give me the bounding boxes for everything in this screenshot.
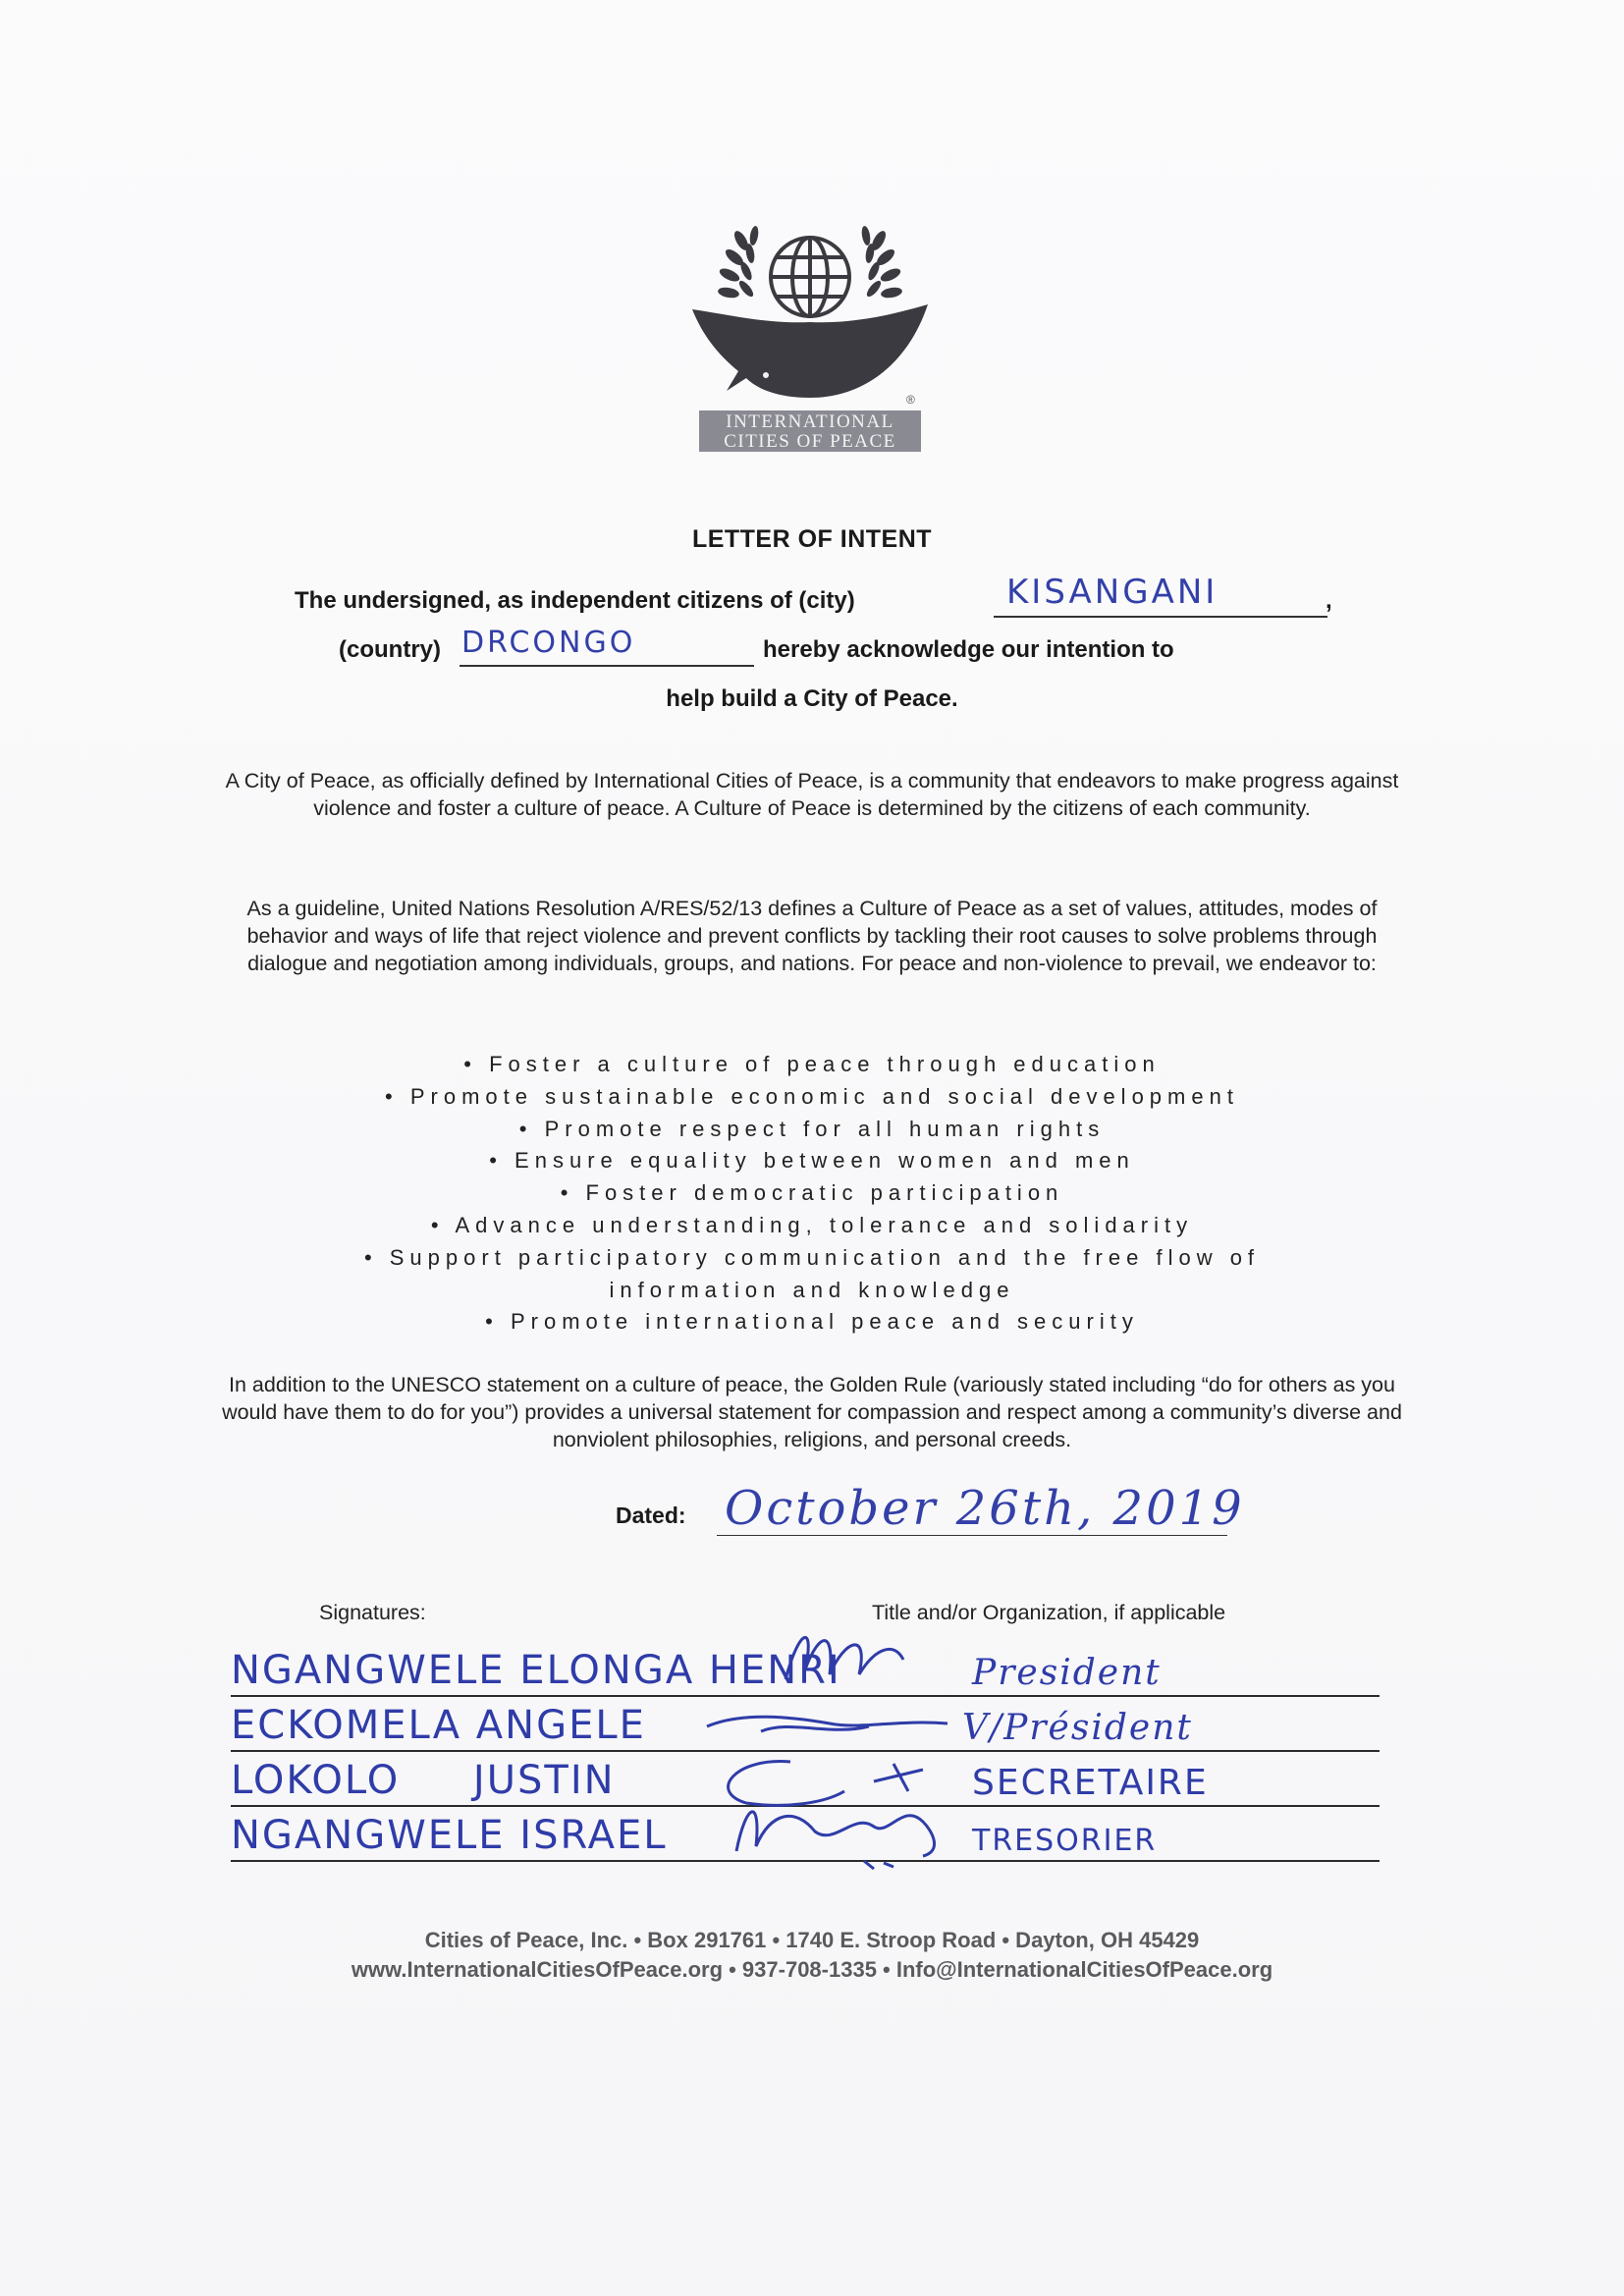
city-field: KISANGANI	[1006, 573, 1218, 612]
signature-row-4	[231, 1807, 1380, 1862]
country-label: (country)	[339, 636, 441, 663]
country-underline	[460, 665, 754, 667]
dated-value: October 26th, 2019	[725, 1481, 1245, 1536]
handwritten-signature-1	[776, 1620, 913, 1699]
intro-line2: hereby acknowledge our intention to	[763, 636, 1174, 663]
paragraph-definition: A City of Peace, as officially defined by International Cities of Peace, is a community that endeavors to make progress against violence and foster a culture of peace. A Culture of Peace is determined by the citizens of each community.	[225, 769, 1399, 820]
bullet-list	[245, 1049, 1379, 1339]
signature-name: NGANGWELE ISRAEL	[231, 1813, 668, 1858]
list-item: • Promote sustainable economic and social development	[385, 1083, 1239, 1109]
country-field: DRCONGO	[461, 626, 636, 660]
registered-mark: ®	[906, 393, 915, 407]
paragraph-golden-rule: In addition to the UNESCO statement on a culture of peace, the Golden Rule (variously stated including “do for others as you would have them to do for you”) provides a universal statement for compassion and respect among a community’s diverse and nonviolent philosophies, religions, and personal creeds.	[222, 1373, 1402, 1451]
list-item: • Promote respect for all human rights	[518, 1116, 1106, 1141]
intro-comma: ,	[1326, 587, 1332, 614]
city-underline	[994, 616, 1327, 618]
dated-label: Dated:	[616, 1503, 686, 1528]
list-item: • Promote international peace and security	[485, 1309, 1139, 1335]
signature-name: ECKOMELA ANGELE	[231, 1703, 646, 1748]
signature-row-1	[231, 1642, 1380, 1697]
signature-name: LOKOLO JUSTIN	[231, 1758, 616, 1803]
signature-title: President	[972, 1653, 1162, 1693]
intro-line3: help build a City of Peace.	[666, 685, 958, 712]
handwritten-signature-2	[702, 1702, 957, 1746]
footer-contact: www.InternationalCitiesOfPeace.org • 937-708-1335 • Info@InternationalCitiesOfPeace.org	[351, 1957, 1273, 1982]
logo-wordmark: INTERNATIONAL CITIES OF PEACE	[699, 410, 921, 452]
title-header: Title and/or Organization, if applicable	[872, 1601, 1226, 1624]
list-item: • Ensure equality between women and men	[489, 1148, 1135, 1174]
list-item: • Foster a culture of peace through education	[463, 1052, 1161, 1076]
list-item: information and knowledge	[609, 1277, 1015, 1302]
signature-row-2	[231, 1697, 1380, 1752]
page-title: LETTER OF INTENT	[691, 525, 933, 553]
footer-address: Cities of Peace, Inc. • Box 291761 • 1740 E. Stroop Road • Dayton, OH 45429	[424, 1928, 1200, 1952]
paragraph-guideline: As a guideline, United Nations Resolution A/RES/52/13 defines a Culture of Peace as a set of values, attitudes, modes of behavior and ways of life that reject violence and prevent conflicts by tackling their root causes to solve problems through dialogue and negotiation among individuals, groups, and nations. For peace and non-violence to prevail, we endeavor to:	[246, 897, 1378, 975]
signatures-header: Signatures:	[319, 1601, 426, 1624]
list-item: • Advance understanding, tolerance and solidarity	[430, 1212, 1194, 1237]
list-item: • Support participatory communication and the free flow of	[363, 1244, 1261, 1270]
intro-line1: The undersigned, as independent citizens of (city)	[295, 587, 855, 614]
signature-title: V/Président	[962, 1708, 1193, 1748]
signature-name: NGANGWELE ELONGA HENRI	[231, 1648, 841, 1693]
handwritten-signature-4	[727, 1792, 962, 1871]
signature-title: TRESORIER	[972, 1824, 1158, 1858]
signature-title: SECRETAIRE	[972, 1763, 1209, 1803]
list-item: • Foster democratic participation	[560, 1180, 1064, 1206]
